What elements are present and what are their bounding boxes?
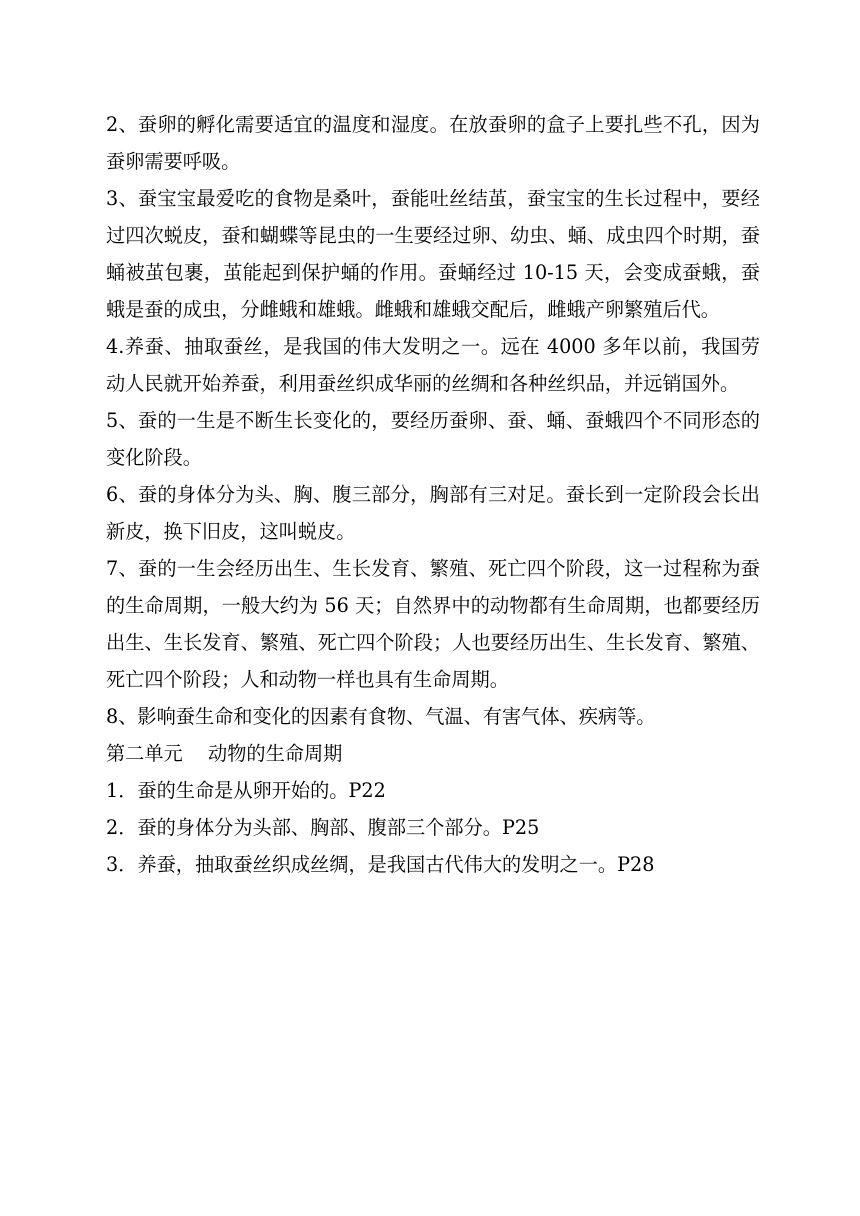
paragraph-5: 5、蚕的一生是不断生长变化的，要经历蚕卵、蚕、蛹、蚕蛾四个不同形态的变化阶段。	[106, 409, 760, 469]
paragraph-3: 3、蚕宝宝最爱吃的食物是桑叶，蚕能吐丝结茧，蚕宝宝的生长过程中，要经过四次蜕皮，蚕和蝴蝶等昆虫的一生要经过卵、幼虫、蛹、成虫四个时期，蚕蛹被茧包裹，茧能起到保护蛹的作用。蚕蛹经过 10-15 天，会变成蚕蛾，蚕蛾是蚕的成虫，分雌蛾和雄蛾。雌蛾和雄蛾交配后，雌蛾产卵繁殖后代。	[106, 187, 760, 321]
paragraph-6: 6、蚕的身体分为头、胸、腹三部分，胸部有三对足。蚕长到一定阶段会长出新皮，换下旧皮，这叫蜕皮。	[106, 483, 760, 543]
list-item: 3．养蚕，抽取蚕丝织成丝绸，是我国古代伟大的发明之一。P28	[106, 853, 655, 876]
paragraph-7: 7、蚕的一生会经历出生、生长发育、繁殖、死亡四个阶段，这一过程称为蚕的生命周期，一般大约为 56 天；自然界中的动物都有生命周期，也都要经历出生、生长发育、繁殖、死亡四个阶段；人也要经历出生、生长发育、繁殖、死亡四个阶段；人和动物一样也具有生命周期。	[106, 557, 760, 691]
unit-heading: 第二单元 动物的生命周期	[106, 742, 343, 765]
paragraph-2: 2、蚕卵的孵化需要适宜的温度和湿度。在放蚕卵的盒子上要扎些不孔，因为蚕卵需要呼吸。	[106, 113, 760, 173]
paragraph-8: 8、影响蚕生命和变化的因素有食物、气温、有害气体、疾病等。	[106, 705, 656, 728]
list-item: 1．蚕的生命是从卵开始的。P22	[106, 779, 386, 802]
paragraph-4: 4.养蚕、抽取蚕丝，是我国的伟大发明之一。远在 4000 多年以前，我国劳动人民就开始养蚕，利用蚕丝织成华丽的丝绸和各种丝织品，并远销国外。	[106, 335, 760, 395]
list-item: 2．蚕的身体分为头部、胸部、腹部三个部分。P25	[106, 816, 540, 839]
